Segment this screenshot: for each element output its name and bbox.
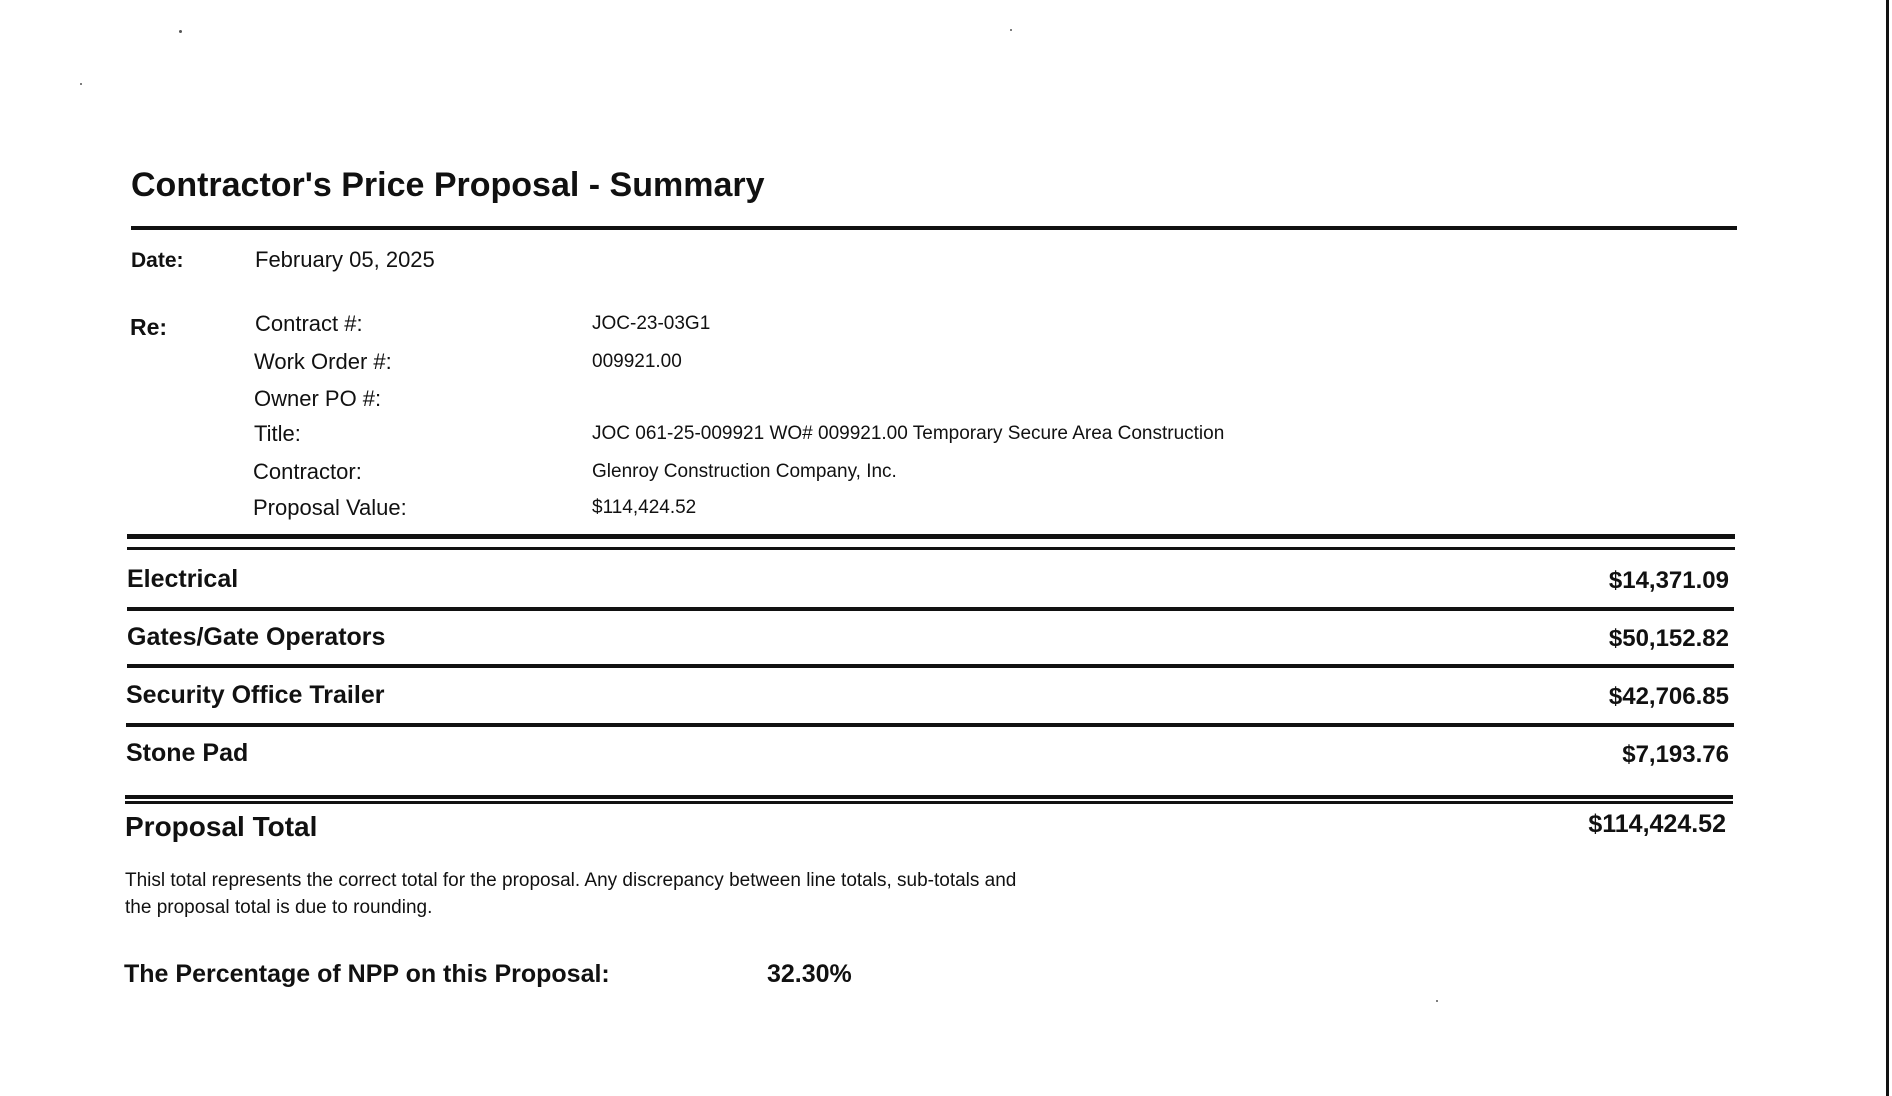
amount-electrical: $14,371.09 bbox=[1608, 567, 1729, 594]
category-electrical: Electrical bbox=[127, 565, 239, 593]
divider bbox=[127, 664, 1734, 668]
work-order-value: 009921.00 bbox=[592, 351, 682, 372]
proposal-value-value: $114,424.52 bbox=[592, 497, 697, 518]
scan-speck bbox=[1436, 1000, 1438, 1002]
proposal-total-label: Proposal Total bbox=[125, 811, 318, 842]
contractor-label: Contractor: bbox=[253, 459, 362, 484]
re-label: Re: bbox=[130, 314, 168, 340]
scan-speck bbox=[179, 30, 182, 33]
footnote: Thisl total represents the correct total for the proposal. Any discrepancy between line totals, sub-totals and the proposal total is due to rounding. bbox=[125, 870, 1017, 918]
contract-value: JOC-23-03G1 bbox=[592, 313, 711, 334]
page-title: Contractor's Price Proposal - Summary bbox=[131, 166, 765, 204]
npp-label: The Percentage of NPP on this Proposal: bbox=[124, 960, 610, 988]
double-rule-top bbox=[125, 795, 1733, 799]
divider bbox=[126, 723, 1734, 727]
double-rule-top bbox=[127, 534, 1735, 539]
divider bbox=[131, 226, 1737, 230]
title-value: JOC 061-25-009921 WO# 009921.00 Temporary Secure Area Construction bbox=[592, 423, 1225, 444]
double-rule-bottom bbox=[127, 547, 1735, 550]
npp-value: 32.30% bbox=[767, 960, 852, 988]
amount-security-trailer: $42,706.85 bbox=[1608, 683, 1729, 710]
work-order-label: Work Order #: bbox=[254, 349, 392, 374]
contractor-value: Glenroy Construction Company, Inc. bbox=[592, 461, 897, 482]
date-label: Date: bbox=[131, 249, 184, 272]
scan-speck bbox=[1010, 29, 1012, 31]
proposal-total-amount: $114,424.52 bbox=[1588, 810, 1726, 838]
category-stone-pad: Stone Pad bbox=[126, 739, 249, 767]
amount-stone-pad: $7,193.76 bbox=[1622, 741, 1729, 768]
divider bbox=[127, 607, 1734, 611]
contract-label: Contract #: bbox=[255, 311, 363, 336]
category-security-trailer: Security Office Trailer bbox=[126, 681, 385, 709]
title-label: Title: bbox=[254, 421, 301, 446]
owner-po-label: Owner PO #: bbox=[254, 386, 382, 411]
proposal-value-label: Proposal Value: bbox=[253, 495, 407, 520]
date-value: February 05, 2025 bbox=[255, 247, 435, 272]
scan-speck bbox=[80, 83, 82, 85]
amount-gates: $50,152.82 bbox=[1608, 625, 1729, 652]
double-rule-bottom bbox=[125, 801, 1733, 804]
category-gates: Gates/Gate Operators bbox=[127, 623, 386, 651]
page-edge bbox=[1886, 0, 1889, 1096]
